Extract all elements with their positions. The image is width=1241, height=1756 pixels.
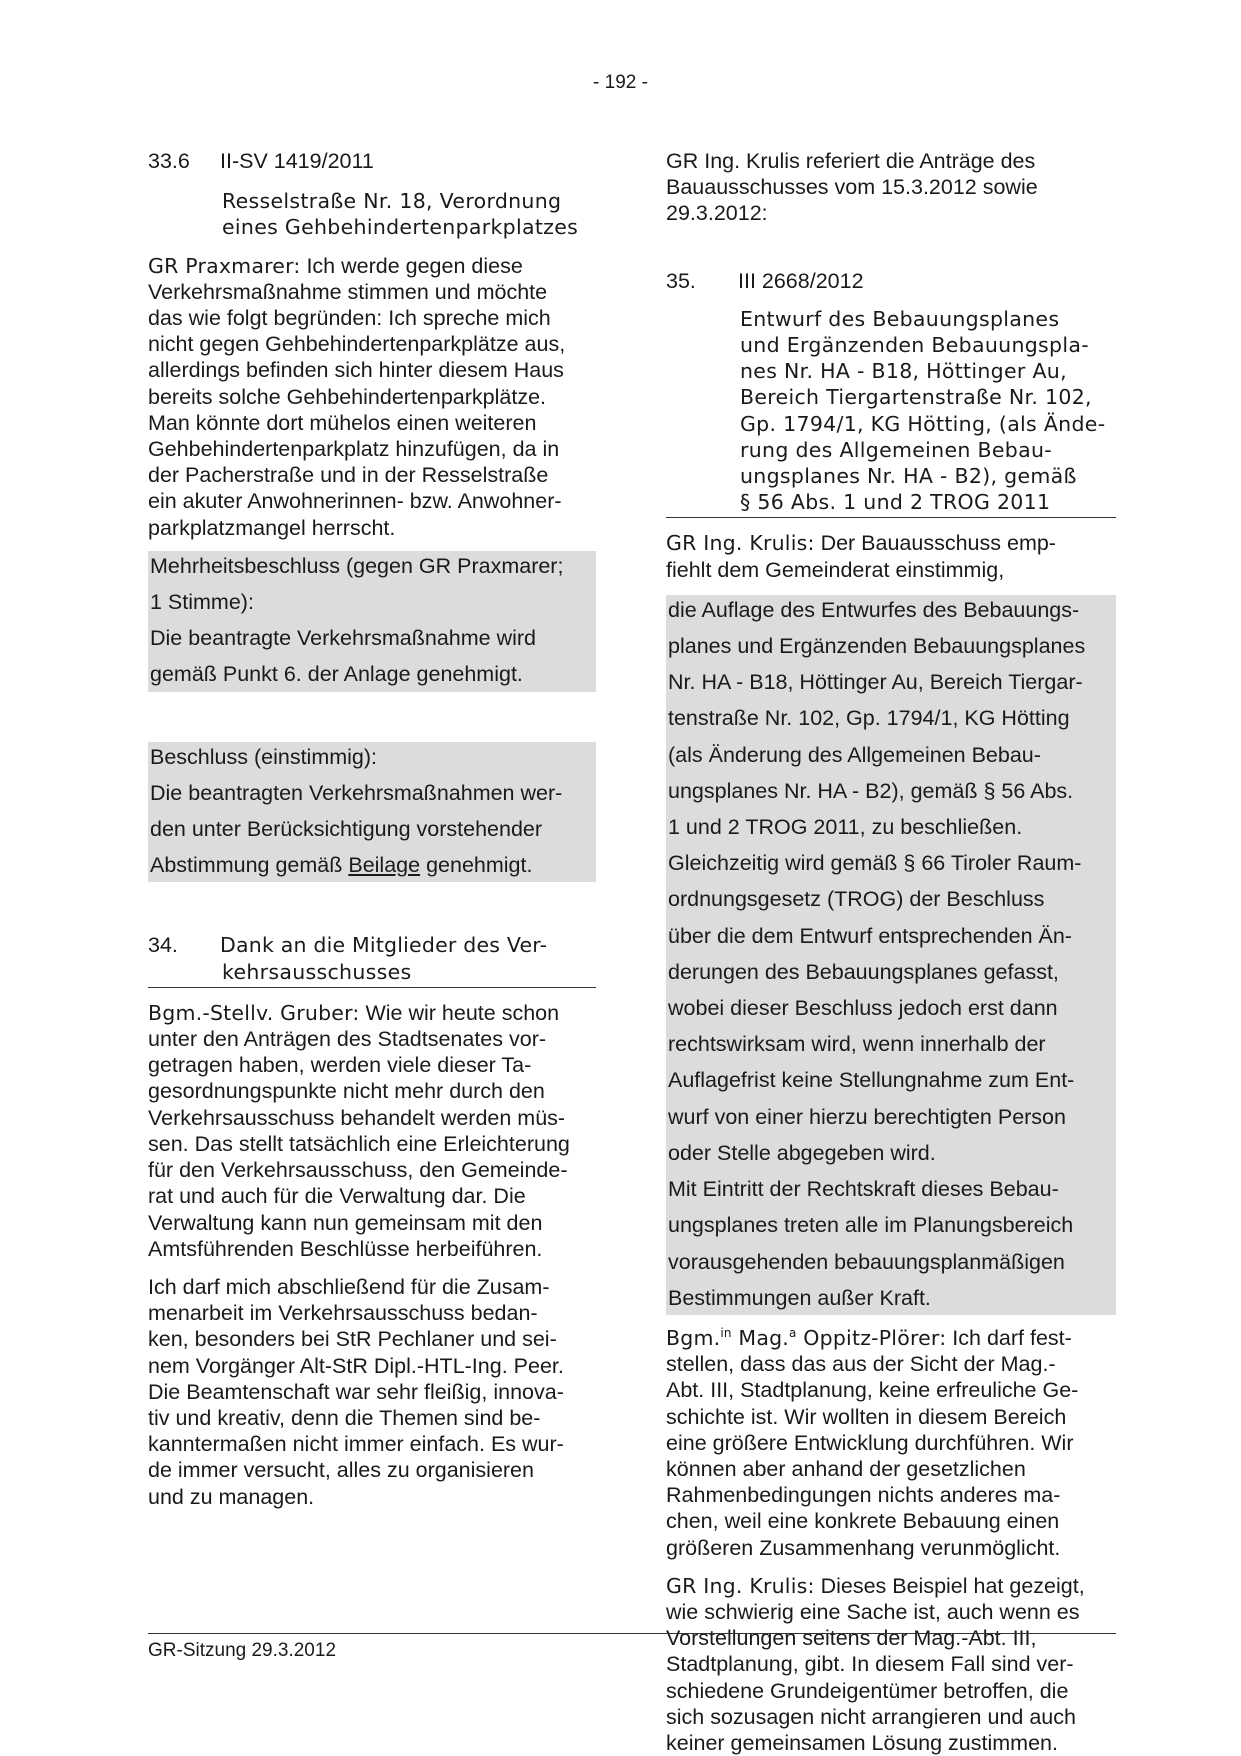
motion-text: über die dem Entwurf entsprechenden Än- [668, 923, 1072, 948]
resolution-heading: Beschluss (einstimmig): [150, 744, 377, 769]
item-reference: II-SV 1419/2011 [220, 149, 374, 173]
text-line: Stadtplanung, gibt. In diesem Fall sind ver- [666, 1652, 1074, 1677]
motion-text: rechtswirksam wird, wenn innerhalb der [668, 1032, 1046, 1057]
item-title-line: Gp. 1794/1, KG Hötting, (als Ände- [740, 411, 1106, 436]
speaker-fragment: Oppitz-Plörer: [796, 1325, 947, 1350]
text-line: Man könnte dort mühelos einen weiteren [148, 410, 537, 435]
motion-text: ungsplanes treten alle im Planungsbereich [668, 1213, 1074, 1238]
text-line: Abt. III, Stadtplanung, keine erfreuliche Ge- [666, 1378, 1079, 1403]
text-line: GR Ing. Krulis referiert die Anträge des [666, 149, 1036, 173]
motion-text: Gleichzeitig wird gemäß § 66 Tiroler Raum- [668, 851, 1082, 876]
text-line: und zu managen. [148, 1484, 315, 1509]
resolution-text: gemäß Punkt 6. der Anlage genehmigt. [150, 662, 523, 687]
text-line: eine größere Entwicklung durchführen. Wir [666, 1430, 1074, 1455]
motion-text: planes und Ergänzenden Bebauungsplanes [668, 634, 1086, 659]
text-line: sen. Das stellt tatsächlich eine Erleichterung [148, 1131, 570, 1156]
item-title-line: Resselstraße Nr. 18, Verordnung [222, 189, 562, 214]
statement-krulis [666, 530, 1116, 582]
statement-gruber-continued [148, 1274, 596, 1510]
resolution-box-unanimous [148, 742, 596, 883]
item-number: 35. [666, 268, 696, 293]
motion-text: 1 und 2 TROG 2011, zu beschließen. [668, 815, 1023, 840]
motion-text: wobei dieser Beschluss jedoch erst dann [668, 996, 1058, 1021]
text-line: parkplatzmangel herrscht. [148, 515, 396, 540]
motion-text: vorausgehenden bebauungsplanmäßigen [668, 1249, 1065, 1274]
resolution-box-majority [148, 551, 596, 692]
text-line: Verkehrsausschuss behandelt werden müs- [148, 1105, 566, 1130]
item-number: 33.6 [148, 149, 190, 173]
agenda-item-34 [148, 932, 596, 987]
text-line: tiv und kreativ, denn die Themen sind be- [148, 1405, 541, 1430]
text-line: getragen haben, werden viele dieser Ta- [148, 1053, 532, 1078]
agenda-item-33-6 [148, 148, 596, 241]
text-line: stellen, dass das aus der Sicht der Mag.- [666, 1352, 1056, 1377]
text-line: wie schwierig eine Sache ist, auch wenn es [666, 1599, 1080, 1624]
page-number: - 192 - [593, 72, 648, 93]
text-line: Rahmenbedingungen nichts anderes ma- [666, 1483, 1061, 1508]
text-line: der Pacherstraße und in der Resselstraße [148, 463, 549, 488]
text-line: rat und auch für die Verwaltung dar. Die [148, 1184, 526, 1209]
resolution-text: Die beantragte Verkehrsmaßnahme wird [150, 626, 536, 651]
superscript: a [789, 1326, 797, 1341]
item-title-line: § 56 Abs. 1 und 2 TROG 2011 [740, 490, 1051, 515]
resolution-text: den unter Berücksichtigung vorstehender [150, 817, 543, 842]
statement-krulis-2 [666, 1573, 1116, 1756]
text-fragment: Abstimmung gemäß [150, 853, 349, 878]
text-line: fiehlt dem Gemeinderat einstimmig, [666, 557, 1005, 582]
speaker-fragment: Bgm. [666, 1325, 721, 1350]
motion-text: Mit Eintritt der Rechtskraft dieses Bebau- [668, 1177, 1059, 1202]
agenda-item-35 [666, 268, 1116, 519]
item-title-line: nes Nr. HA - B18, Höttinger Au, [740, 359, 1067, 384]
item-title-line: eines Gehbehindertenparkplatzes [222, 215, 579, 240]
text-line: Ich darf fest- [952, 1325, 1072, 1350]
text-line: können aber anhand der gesetzlichen [666, 1456, 1026, 1481]
text-line: Ich werde gegen diese [306, 253, 523, 278]
footer-text: GR-Sitzung 29.3.2012 [148, 1640, 337, 1661]
motion-text: wurf von einer hierzu berechtigten Person [668, 1104, 1066, 1129]
statement-praxmarer [148, 253, 596, 541]
motion-text: oder Stelle abgegeben wird. [668, 1140, 936, 1165]
resolution-heading: Mehrheitsbeschluss (gegen GR Praxmarer; [150, 553, 564, 578]
text-line: ken, besonders bei StR Pechlaner und sei- [148, 1327, 557, 1352]
speaker-name: Bgm.-Stellv. Gruber: [148, 1000, 360, 1025]
text-line: nem Vorgänger Alt-StR Dipl.-HTL-Ing. Peer. [148, 1353, 564, 1378]
item-title-line: Entwurf des Bebauungsplanes [740, 306, 1060, 331]
item-title-line: rung des Allgemeinen Bebau- [740, 437, 1052, 462]
item-title-line: Dank an die Mitglieder des Ver- [220, 933, 548, 958]
text-line: unter den Anträgen des Stadtsenates vor- [148, 1027, 547, 1052]
text-line: allerdings befinden sich hinter diesem Haus [148, 358, 564, 383]
motion-text: derungen des Bebauungsplanes gefasst, [668, 959, 1059, 984]
text-line: ein akuter Anwohnerinnen- bzw. Anwohner- [148, 489, 562, 514]
text-line: keiner gemeinsamen Lösung zustimmen. [666, 1730, 1058, 1755]
resolution-heading: 1 Stimme): [150, 590, 254, 615]
statement-gruber [148, 1000, 596, 1262]
superscript: in [720, 1326, 732, 1341]
text-line: für den Verkehrsausschuss, den Gemeinde- [148, 1158, 568, 1183]
motion-text: ungsplanes Nr. HA - B2), gemäß § 56 Abs. [668, 778, 1074, 803]
text-line: Verwaltung kann nun gemeinsam mit den [148, 1210, 543, 1235]
text-line: Die Beamtenschaft war sehr fleißig, innova- [148, 1379, 564, 1404]
item-reference: III 2668/2012 [738, 268, 864, 293]
speaker-name [666, 1326, 946, 1350]
motion-text: Bestimmungen außer Kraft. [668, 1285, 931, 1310]
resolution-text: Die beantragten Verkehrsmaßnahmen wer- [150, 780, 563, 805]
text-line: das wie folgt begründen: Ich spreche mich [148, 306, 551, 331]
speaker-fragment: Mag. [731, 1325, 790, 1350]
item-title-line: kehrsausschusses [222, 959, 412, 984]
motion-text: tenstraße Nr. 102, Gp. 1794/1, KG Hötting [668, 706, 1070, 731]
item-title-line: und Ergänzenden Bebauungspla- [740, 333, 1089, 358]
text-line: schiedene Grundeigentümer betroffen, die [666, 1678, 1069, 1703]
statement-oppitz-ploerer [666, 1325, 1116, 1561]
text-line: Vorstellungen seitens der Mag.-Abt. III, [666, 1626, 1037, 1651]
speaker-name: GR Praxmarer: [148, 253, 301, 278]
text-line: schichte ist. Wir wollten in diesem Bereich [666, 1404, 1067, 1429]
text-line: gesordnungspunkte nicht mehr durch den [148, 1079, 545, 1104]
text-line: Gehbehindertenparkplatz hinzufügen, da in [148, 437, 560, 462]
text-line: 29.3.2012: [666, 201, 768, 226]
text-line: bereits solche Gehbehindertenparkplätze. [148, 384, 547, 409]
beilage-link[interactable]: Beilage [348, 853, 421, 878]
left-column [148, 148, 596, 1510]
text-line: chen, weil eine konkrete Bebauung einen [666, 1509, 1060, 1534]
text-line: sich sozusagen nicht arrangieren und auch [666, 1704, 1076, 1729]
motion-box [666, 595, 1116, 1315]
text-line: menarbeit im Verkehrsausschuss bedan- [148, 1301, 538, 1326]
motion-text: die Auflage des Entwurfes des Bebauungs- [668, 597, 1080, 622]
motion-text: Nr. HA - B18, Höttinger Au, Bereich Tiergar- [668, 670, 1083, 695]
resolution-text [150, 852, 594, 878]
motion-text: ordnungsgesetz (TROG) der Beschluss [668, 887, 1045, 912]
text-line: Verkehrsmaßnahme stimmen und möchte [148, 279, 548, 304]
text-line: Wie wir heute schon [365, 1000, 560, 1025]
text-line: nicht gegen Gehbehindertenparkplätze aus, [148, 332, 566, 357]
text-fragment: genehmigt. [420, 853, 533, 878]
item-title-line: Bereich Tiergartenstraße Nr. 102, [740, 385, 1092, 410]
intro-krulis [666, 148, 1116, 227]
text-line: Ich darf mich abschließend für die Zusam- [148, 1274, 550, 1299]
text-line: größeren Zusammenhang verunmöglicht. [666, 1535, 1061, 1560]
motion-text: Auflagefrist keine Stellungnahme zum Ent- [668, 1068, 1075, 1093]
text-line: de immer versucht, alles zu organisieren [148, 1458, 534, 1483]
motion-text: (als Änderung des Allgemeinen Bebau- [668, 742, 1041, 767]
text-line: Der Bauausschuss emp- [820, 531, 1056, 556]
footer-divider [148, 1633, 1116, 1634]
text-line: kanntermaßen nicht immer einfach. Es wur- [148, 1432, 564, 1457]
text-line: Amtsführenden Beschlüsse herbeiführen. [148, 1236, 543, 1261]
item-title-line: ungsplanes Nr. HA - B2), gemäß [740, 464, 1077, 489]
text-line: Bauausschusses vom 15.3.2012 sowie [666, 175, 1038, 200]
speaker-name: GR Ing. Krulis: [666, 1573, 815, 1598]
right-column [666, 148, 1116, 1756]
speaker-name: GR Ing. Krulis: [666, 531, 815, 556]
item-number: 34. [148, 933, 178, 958]
text-line: Dieses Beispiel hat gezeigt, [820, 1573, 1085, 1598]
